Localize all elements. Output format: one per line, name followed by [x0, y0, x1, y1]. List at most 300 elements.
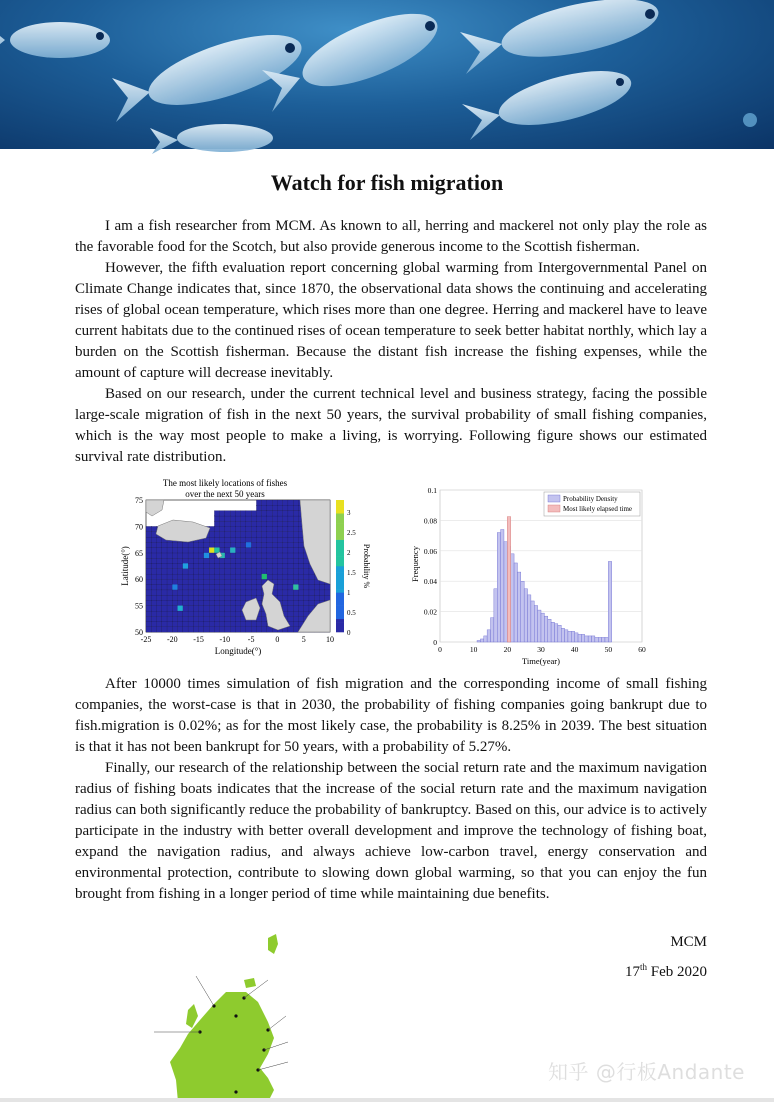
histogram-bar: [514, 563, 517, 642]
heatmap-cell: [199, 579, 204, 584]
heatmap-cell: [262, 553, 267, 558]
heatmap-cell: [214, 569, 219, 574]
heatmap-cell: [235, 532, 240, 537]
heatmap-cell: [172, 569, 177, 574]
heatmap-cell: [151, 574, 156, 579]
heatmap-cell: [162, 600, 167, 605]
heatmap-cell: [246, 627, 251, 632]
heatmap-cell: [230, 600, 235, 605]
colorbar-segment: [336, 540, 344, 544]
heatmap-cell: [214, 611, 219, 616]
heatmap-cell: [172, 600, 177, 605]
heatmap-cell: [167, 611, 172, 616]
paragraph-intro: I am a fish researcher from MCM. As known to all, herring and mackerel not only play the role as the favorable food for the Scotch, but also provide generous income to the Scottish fisherman.: [75, 218, 707, 255]
heatmap-cell: [225, 553, 230, 558]
colorbar-segment: [336, 602, 344, 606]
histogram-bar: [477, 640, 480, 642]
heatmap-cell: [288, 542, 293, 547]
heatmap-cell: [241, 595, 246, 600]
heatmap-cell: [272, 516, 277, 521]
heatmap-cell: [183, 548, 188, 553]
histogram-bar: [487, 630, 490, 642]
heatmap-cell: [309, 579, 314, 584]
heatmap-cell: [162, 558, 167, 563]
heatmap-cell: [267, 542, 272, 547]
heatmap-cell: [293, 500, 298, 505]
colorbar-segment: [336, 579, 344, 583]
colorbar-tick-label: 3: [347, 509, 351, 517]
heatmap-cell: [199, 606, 204, 611]
heatmap-cell: [157, 627, 162, 632]
heatmap-cell: [193, 579, 198, 584]
heatmap-svg: [118, 476, 370, 662]
heatmap-cell: [256, 574, 261, 579]
histogram-bar: [581, 634, 584, 642]
heatmap-cell: [225, 595, 230, 600]
heatmap-cell: [235, 521, 240, 526]
heatmap-cell: [272, 505, 277, 510]
heatmap-cell: [162, 569, 167, 574]
heatmap-cell: [288, 584, 293, 589]
heatmap-cell: [235, 569, 240, 574]
heatmap-cell: [225, 611, 230, 616]
heatmap-cell: [288, 574, 293, 579]
heatmap-cell: [235, 621, 240, 626]
heatmap-cell: [246, 548, 251, 553]
heatmap-cell: [267, 574, 272, 579]
heatmap-cell: [225, 600, 230, 605]
heatmap-cell: [199, 558, 204, 563]
heatmap-cell: [193, 595, 198, 600]
heatmap-cell: [178, 548, 183, 553]
heatmap-cell: [157, 590, 162, 595]
heatmap-cell: [288, 537, 293, 542]
heatmap-cell: [246, 553, 251, 558]
heatmap-cell: [267, 537, 272, 542]
histogram-bar: [565, 630, 568, 642]
colorbar-tick-label: 1: [347, 589, 351, 597]
heatmap-cell: [304, 569, 309, 574]
heatmap-cell: [220, 521, 225, 526]
heatmap-hotspot: [293, 584, 298, 589]
colorbar-segment: [336, 576, 344, 580]
legend-label-most-likely: Most likely elapsed time: [563, 505, 633, 513]
heatmap-cell: [220, 563, 225, 568]
heatmap-cell: [314, 584, 319, 589]
colorbar-segment: [336, 503, 344, 507]
heatmap-cell: [225, 532, 230, 537]
heatmap-x-label: Longitude(°): [214, 646, 262, 656]
colorbar-segment: [336, 629, 344, 633]
heatmap-cell: [230, 579, 235, 584]
heatmap-cell: [162, 584, 167, 589]
heatmap-cell: [183, 606, 188, 611]
heatmap-cell: [235, 563, 240, 568]
signature-date: [625, 962, 707, 981]
heatmap-cell: [178, 600, 183, 605]
heatmap-cell: [167, 584, 172, 589]
heatmap-cell: [304, 563, 309, 568]
heatmap-cell: [167, 579, 172, 584]
heatmap-cell: [288, 558, 293, 563]
heatmap-hotspot: [214, 548, 219, 553]
zhihu-watermark: 知乎 @行板Andante: [548, 1060, 745, 1084]
heatmap-cell: [183, 611, 188, 616]
histogram-most-likely-bar: [507, 517, 510, 642]
colorbar-segment: [336, 559, 344, 563]
histogram-bar: [494, 589, 497, 642]
heatmap-x-tick-label: 5: [301, 635, 306, 644]
heatmap-cell: [262, 558, 267, 563]
heatmap-cell: [199, 584, 204, 589]
heatmap-cell: [209, 627, 214, 632]
colorbar-segment: [336, 546, 344, 550]
heatmap-cell: [241, 621, 246, 626]
heatmap-cell: [277, 526, 282, 531]
heatmap-cell: [214, 532, 219, 537]
heatmap-cell: [262, 511, 267, 516]
heatmap-cell: [178, 569, 183, 574]
heatmap-cell: [267, 511, 272, 516]
heatmap-cell: [162, 616, 167, 621]
heatmap-cell: [267, 563, 272, 568]
colorbar-segment: [336, 622, 344, 626]
paragraph-ipcc-report: However, the fifth evaluation report concerning global warming from Intergovernmental Panel on Climate Change indicates that, since 1870, the observational data shows the continuing and accelerating rises of global ocean temperature, which rises more than one degree. Herring and mackerel have to leave current habitats due to the continued rises of ocean temperature to seek better habitat northly, which lay a burden on the Scottish fisherman. Because the distant fish increase the fishing expenses, while the amount of capture will decrease inevitably.: [75, 260, 707, 381]
paragraph-survival-research: Based on our research, under the current technical level and business strategy, facing the possible large-scale migration of fish in the next 50 years, the survival probability of small fishing companies, which is the way most people to make a living, is worrying. Following figure shows our estimated survival rate distribution.: [75, 386, 707, 465]
heatmap-cell: [193, 611, 198, 616]
heatmap-cell: [188, 627, 193, 632]
legend-label-density: Probability Density: [563, 495, 618, 503]
heatmap-cell: [193, 569, 198, 574]
histogram-x-tick-label: 30: [537, 645, 545, 654]
heatmap-cell: [151, 526, 156, 531]
histogram-bar: [568, 631, 571, 642]
colorbar-tick-label: 1.5: [347, 569, 356, 577]
heatmap-cell: [230, 516, 235, 521]
colorbar-segment: [336, 543, 344, 547]
heatmap-cell: [204, 616, 209, 621]
heatmap-cell: [235, 537, 240, 542]
heatmap-cell: [146, 563, 151, 568]
heatmap-cell: [151, 532, 156, 537]
histogram-bar: [585, 636, 588, 642]
heatmap-cell: [288, 505, 293, 510]
heatmap-cell: [178, 574, 183, 579]
heatmap-cell: [220, 611, 225, 616]
heatmap-hotspot: [172, 584, 177, 589]
heatmap-y-tick-label: 60: [135, 575, 143, 585]
colorbar-segment: [336, 530, 344, 534]
heatmap-cell: [162, 590, 167, 595]
heatmap-cell: [172, 621, 177, 626]
heatmap-cell: [267, 516, 272, 521]
heatmap-cell: [256, 548, 261, 553]
heatmap-cell: [283, 521, 288, 526]
heatmap-cell: [151, 606, 156, 611]
heatmap-cell: [146, 611, 151, 616]
heatmap-cell: [220, 616, 225, 621]
heatmap-cell: [214, 563, 219, 568]
heatmap-cell: [256, 537, 261, 542]
heatmap-cell: [204, 563, 209, 568]
heatmap-cell: [251, 584, 256, 589]
colorbar-segment: [336, 550, 344, 554]
histogram-bar: [531, 601, 534, 642]
heatmap-cell: [235, 590, 240, 595]
heatmap-cell: [293, 516, 298, 521]
colorbar-tick-label: 0.5: [347, 609, 356, 617]
heatmap-cell: [172, 548, 177, 553]
histogram-bar: [595, 637, 598, 642]
colorbar-segment: [336, 573, 344, 577]
heatmap-cell: [188, 600, 193, 605]
heatmap-cell: [256, 532, 261, 537]
histogram-bar: [524, 589, 527, 642]
heatmap-cell: [146, 569, 151, 574]
heatmap-cell: [188, 616, 193, 621]
heatmap-cell: [246, 558, 251, 563]
heatmap-cell: [314, 590, 319, 595]
legend-swatch-density: [548, 495, 560, 502]
heatmap-cell: [146, 542, 151, 547]
heatmap-cell: [272, 500, 277, 505]
heatmap-cell: [225, 521, 230, 526]
heatmap-cell: [304, 584, 309, 589]
heatmap-cell: [235, 542, 240, 547]
heatmap-cell: [241, 558, 246, 563]
heatmap-cell: [209, 537, 214, 542]
heatmap-cell: [157, 563, 162, 568]
heatmap-cell: [151, 584, 156, 589]
heatmap-cell: [199, 600, 204, 605]
heatmap-cell: [319, 595, 324, 600]
heatmap-y-ticks: [135, 496, 143, 637]
heatmap-cell: [167, 548, 172, 553]
heatmap-cell: [204, 569, 209, 574]
heatmap-cell: [162, 579, 167, 584]
heatmap-cell: [172, 590, 177, 595]
heatmap-cell: [293, 553, 298, 558]
heatmap-cell: [241, 553, 246, 558]
heatmap-cell: [277, 574, 282, 579]
heatmap-cell: [241, 542, 246, 547]
heatmap-cell: [162, 574, 167, 579]
heatmap-cell: [162, 627, 167, 632]
heatmap-cell: [172, 574, 177, 579]
heatmap-cell: [277, 579, 282, 584]
histogram-x-tick-label: 40: [570, 645, 579, 654]
heatmap-cell: [178, 590, 183, 595]
heatmap-cell: [283, 563, 288, 568]
heatmap-cell: [146, 537, 151, 542]
heatmap-cell: [267, 553, 272, 558]
heatmap-cell: [288, 595, 293, 600]
heatmap-cell: [199, 616, 204, 621]
heatmap-cell: [162, 563, 167, 568]
heatmap-cell: [241, 521, 246, 526]
heatmap-y-tick-label: 65: [135, 548, 143, 558]
heatmap-cell: [157, 579, 162, 584]
histogram-x-tick-label: 60: [638, 645, 646, 654]
heatmap-cell: [277, 569, 282, 574]
heatmap-cell: [204, 611, 209, 616]
heatmap-cell: [256, 563, 261, 568]
heatmap-cell: [298, 595, 303, 600]
heatmap-cell: [241, 584, 246, 589]
heatmap-cell: [256, 516, 261, 521]
heatmap-cell: [172, 627, 177, 632]
heatmap-cell: [298, 611, 303, 616]
heatmap-cell: [220, 542, 225, 547]
heatmap-cell: [272, 553, 277, 558]
heatmap-cell: [209, 579, 214, 584]
heatmap-cell: [220, 621, 225, 626]
heatmap-cell: [235, 553, 240, 558]
heatmap-cell: [283, 579, 288, 584]
heatmap-cell: [178, 627, 183, 632]
heatmap-cell: [283, 553, 288, 558]
heatmap-cell: [235, 584, 240, 589]
heatmap-cell: [220, 579, 225, 584]
heatmap-cell: [183, 558, 188, 563]
heatmap-cell: [151, 627, 156, 632]
heatmap-cell: [283, 548, 288, 553]
heatmap-cell: [183, 627, 188, 632]
heatmap-cell: [288, 600, 293, 605]
heatmap-cell: [288, 616, 293, 621]
histogram-bar: [511, 554, 514, 642]
signature-day: 17: [624, 964, 640, 980]
heatmap-cell: [262, 516, 267, 521]
heatmap-hotspot: [262, 574, 267, 579]
colorbar-segment: [336, 619, 344, 623]
histogram-y-tick-label: 0: [433, 638, 437, 647]
heatmap-cell: [262, 563, 267, 568]
heatmap-cell: [167, 563, 172, 568]
colorbar-segment: [336, 520, 344, 524]
heatmap-cell: [304, 600, 309, 605]
histogram-x-label: Time(year): [522, 656, 560, 666]
heatmap-cell: [230, 569, 235, 574]
colorbar-segment: [336, 510, 344, 514]
heatmap-cell: [241, 516, 246, 521]
heatmap-cell: [225, 558, 230, 563]
heatmap-cell: [288, 627, 293, 632]
heatmap-cell: [319, 584, 324, 589]
colorbar-segment: [336, 589, 344, 593]
heatmap-cell: [214, 542, 219, 547]
heatmap-cell: [241, 590, 246, 595]
heatmap-cell: [241, 563, 246, 568]
heatmap-cell: [183, 579, 188, 584]
heatmap-cell: [188, 574, 193, 579]
histogram-bar: [538, 610, 541, 642]
heatmap-cell: [193, 558, 198, 563]
colorbar-segment: [336, 625, 344, 629]
heatmap-cell: [199, 611, 204, 616]
heatmap-cell: [209, 584, 214, 589]
heatmap-cell: [167, 569, 172, 574]
colorbar-segment: [336, 583, 344, 587]
heatmap-cell: [277, 584, 282, 589]
heatmap-x-tick-label: 10: [326, 635, 334, 644]
heatmap-cell: [157, 558, 162, 563]
heatmap-cell: [267, 532, 272, 537]
heatmap-cell: [283, 569, 288, 574]
colorbar-segment: [336, 563, 344, 567]
heatmap-cell: [225, 537, 230, 542]
heatmap-cell: [167, 616, 172, 621]
heatmap-cell: [188, 569, 193, 574]
colorbar-segment: [336, 533, 344, 537]
histogram-bar: [608, 561, 611, 642]
heatmap-cell: [146, 548, 151, 553]
document-title: Watch for fish migration: [270, 170, 504, 195]
histogram-bar: [561, 628, 564, 642]
heatmap-cell: [235, 616, 240, 621]
heatmap-cell: [304, 606, 309, 611]
colorbar-segment: [336, 612, 344, 616]
heatmap-cell: [178, 542, 183, 547]
heatmap-cell: [277, 563, 282, 568]
heatmap-cell: [277, 595, 282, 600]
heatmap-cell: [204, 595, 209, 600]
heatmap-cell: [199, 574, 204, 579]
histogram-y-tick-label: 0.1: [427, 486, 437, 495]
heatmap-cell: [188, 553, 193, 558]
heatmap-cell: [293, 569, 298, 574]
heatmap-cell: [151, 611, 156, 616]
heatmap-cell: [251, 621, 256, 626]
heatmap-cell: [241, 569, 246, 574]
heatmap-cell: [178, 595, 183, 600]
heatmap-cell: [214, 621, 219, 626]
heatmap-cell: [230, 595, 235, 600]
heatmap-cell: [204, 542, 209, 547]
histogram-bar: [501, 530, 504, 642]
heatmap-cell: [193, 553, 198, 558]
heatmap-cell: [256, 553, 261, 558]
heatmap-cell: [146, 553, 151, 558]
heatmap-cell: [262, 621, 267, 626]
heatmap-cell: [298, 558, 303, 563]
heatmap-cell: [277, 511, 282, 516]
heatmap-cell: [267, 569, 272, 574]
heatmap-x-tick-label: 0: [275, 635, 280, 644]
histogram-bar: [480, 639, 483, 642]
heatmap-cell: [157, 584, 162, 589]
heatmap-cell: [256, 505, 261, 510]
heatmap-cell: [241, 511, 246, 516]
heatmap-cell: [178, 579, 183, 584]
heatmap-cell: [151, 542, 156, 547]
heatmap-cell: [241, 526, 246, 531]
heatmap-cell: [288, 611, 293, 616]
heatmap-cell: [241, 532, 246, 537]
heatmap-cell: [314, 595, 319, 600]
histogram-bar: [558, 625, 561, 642]
heatmap-cell: [293, 521, 298, 526]
heatmap-cell: [277, 516, 282, 521]
heatmap-cell: [246, 579, 251, 584]
histogram-bar: [554, 624, 557, 642]
heatmap-cell: [256, 595, 261, 600]
heatmap-cell: [283, 574, 288, 579]
heatmap-cell: [251, 558, 256, 563]
heatmap-cell: [193, 616, 198, 621]
heatmap-cell: [267, 548, 272, 553]
histogram-bar: [551, 622, 554, 642]
